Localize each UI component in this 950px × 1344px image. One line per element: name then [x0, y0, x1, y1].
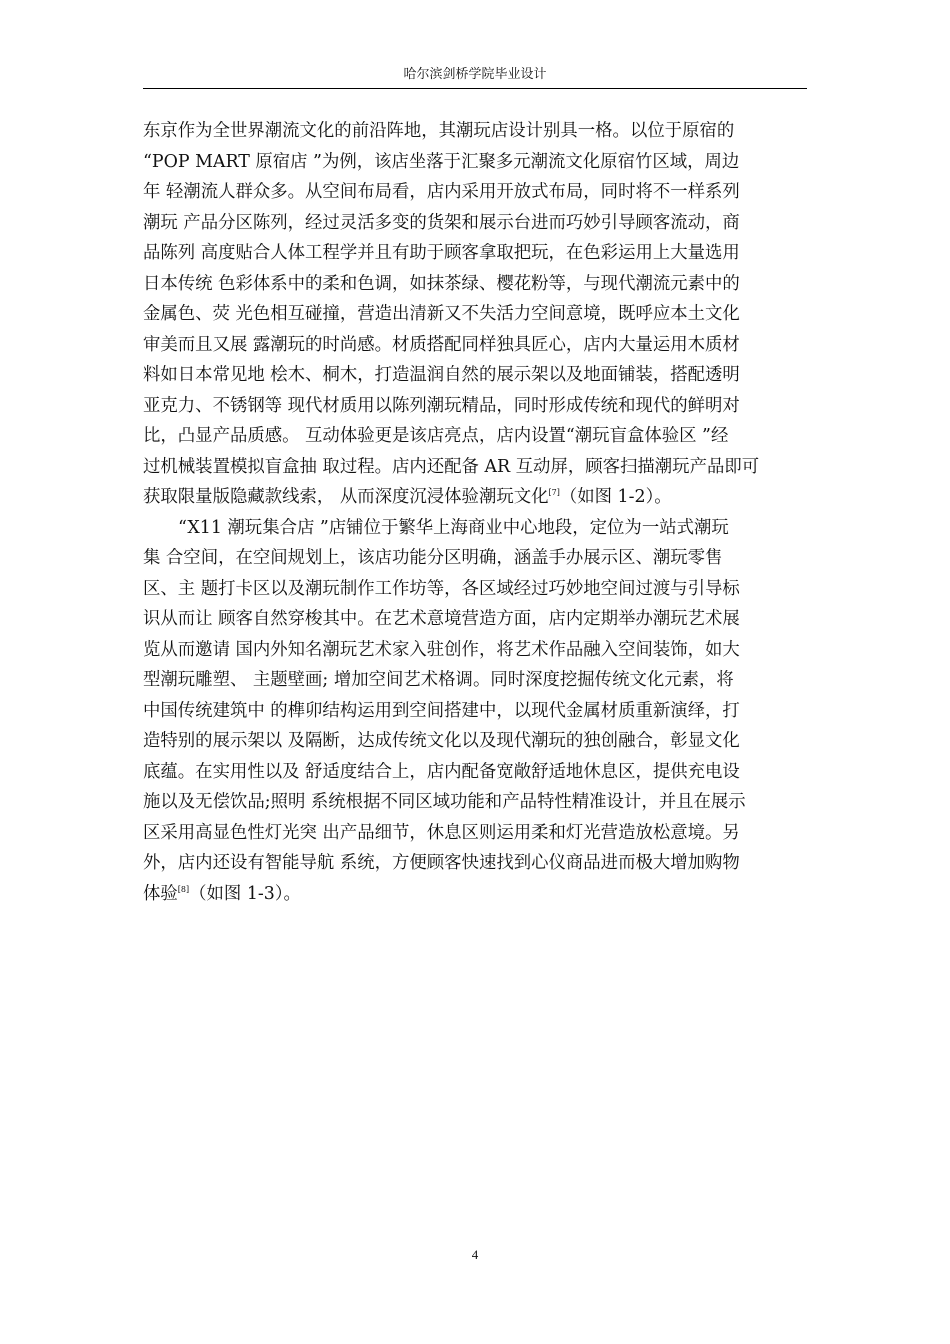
text-line: 览从而邀请 国内外知名潮玩艺术家入驻创作，将艺术作品融入空间装饰，如大: [143, 639, 740, 660]
text-line: 识从而让 顾客自然穿梭其中。在艺术意境营造方面，店内定期举办潮玩艺术展: [143, 609, 740, 629]
text-line: 品陈列 高度贴合人体工程学并且有助于顾客拿取把玩，在色彩运用上大量选用: [143, 243, 740, 263]
text-line: 造特别的展示架以 及隔断，达成传统文化以及现代潮玩的独创融合，彰显文化: [143, 731, 740, 751]
text-line: 亚克力、不锈钢等 现代材质用以陈列潮玩精品，同时形成传统和现代的鲜明对: [143, 395, 740, 416]
page-number: 4: [471, 1247, 479, 1262]
page-header: 哈尔滨剑桥学院毕业设计: [403, 67, 547, 82]
text-line: 潮玩 产品分区陈列，经过灵活多变的货架和展示台进而巧妙引导顾客流动，商: [143, 212, 740, 233]
text-line: 日本传统 色彩体系中的柔和色调，如抹茶绿、樱花粉等，与现代潮流元素中的: [143, 273, 740, 294]
text-line: 金属色、荧 光色相互碰撞，营造出清新又不失活力空间意境，既呼应本土文化: [143, 304, 740, 324]
text-line-last: [143, 482, 811, 513]
text-line-last: [143, 879, 811, 910]
text-line: “X11 潮玩集合店 ”店铺位于繁华上海商业中心地段，定位为一站式潮玩: [178, 517, 729, 538]
text-line: 外，店内还设有智能导航 系统，方便顾客快速找到心仪商品进而极大增加购物: [143, 853, 740, 873]
text-segment: 体验: [143, 883, 178, 904]
citation-marker: [7]: [548, 488, 560, 498]
text-line: 年 轻潮流人群众多。从空间布局看，店内采用开放式布局，同时将不一样系列: [143, 182, 740, 202]
text-line: 底蕴。在实用性以及 舒适度结合上，店内配备宽敞舒适地休息区，提供充电设: [143, 761, 740, 782]
figure-reference: （如图 1-3）。: [189, 883, 301, 904]
text-line: “POP MART 原宿店 ”为例，该店坐落于汇聚多元潮流文化原宿竹区域，周边: [143, 151, 740, 172]
figure-reference: （如图 1-2）。: [559, 487, 672, 507]
text-line: 集 合空间，在空间规划上，该店功能分区明确，涵盖手办展示区、潮玩零售: [143, 548, 723, 568]
text-line: 过机械装置模拟盲盒抽 取过程。店内还配备 AR 互动屏，顾客扫描潮玩产品即可: [143, 456, 760, 477]
text-line: 比，凸显产品质感。 互动体验更是该店亮点，店内设置“潮玩盲盒体验区 ”经: [143, 426, 729, 446]
text-line: 区采用高显色性灯光突 出产品细节，休息区则运用柔和灯光营造放松意境。另: [143, 822, 740, 843]
citation-marker: [8]: [177, 884, 190, 894]
text-line: 料如日本常见地 桧木、桐木，打造温润自然的展示架以及地面铺装，搭配透明: [143, 365, 740, 385]
text-line: 施以及无偿饮品;照明 系统根据不同区域功能和产品特性精准设计，并且在展示: [143, 792, 746, 812]
text-line: 中国传统建筑中 的榫卯结构运用到空间搭建中，以现代金属材质重新演绎，打: [143, 700, 740, 721]
header-divider: [143, 88, 807, 89]
text-line: 审美而且又展 露潮玩的时尚感。材质搭配同样独具匠心，店内大量运用木质材: [143, 334, 740, 355]
body-text: [143, 116, 811, 909]
paragraph-1: [143, 116, 811, 513]
text-segment: 获取限量版隐藏款线索， 从而深度沉浸体验潮玩文化: [143, 487, 549, 507]
text-line: 东京作为全世界潮流文化的前沿阵地，其潮玩店设计别具一格。以位于原宿的: [143, 121, 735, 141]
text-line: 区、主 题打卡区以及潮玩制作工作坊等，各区域经过巧妙地空间过渡与引导标: [143, 578, 740, 599]
text-line: 型潮玩雕塑、 主题壁画; 增加空间艺术格调。同时深度挖掘传统文化元素，将: [143, 670, 734, 690]
paragraph-2: [143, 513, 811, 910]
